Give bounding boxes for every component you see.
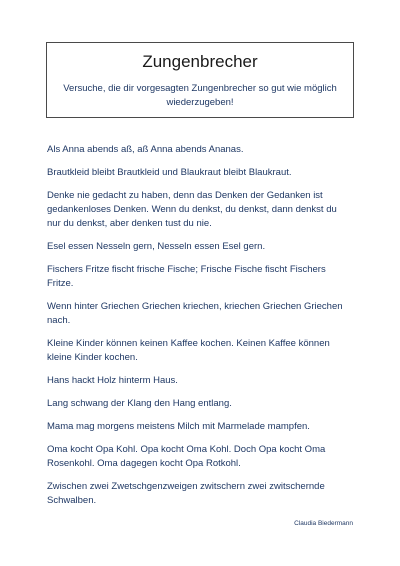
- tongue-twister-item: Oma kocht Opa Kohl. Opa kocht Oma Kohl. Doch Opa kocht Oma Rosenkohl. Oma dagegen kocht Opa Rotkohl.: [47, 444, 326, 469]
- author-credit: Claudia Biedermann: [294, 520, 353, 527]
- tongue-twister-item: Kleine Kinder können keinen Kaffee kochen. Keinen Kaffee können kleine Kinder kochen.: [47, 338, 330, 363]
- tongue-twister-list: [47, 143, 352, 517]
- tongue-twister-item: Zwischen zwei Zwetschgenzweigen zwitschern zwei zwitschernde Schwalben.: [47, 481, 325, 506]
- title-box: [46, 42, 354, 118]
- tongue-twister-item: Esel essen Nesseln gern, Nesseln essen Esel gern.: [47, 241, 266, 252]
- tongue-twister-item: Hans hackt Holz hinterm Haus.: [47, 375, 178, 386]
- tongue-twister-item: Mama mag morgens meistens Milch mit Marmelade mampfen.: [47, 421, 310, 432]
- page-title: Zungenbrecher: [142, 52, 258, 71]
- tongue-twister-item: Fischers Fritze fischt frische Fische; Frische Fische fischt Fischers Fritze.: [47, 264, 326, 289]
- instruction-text: Versuche, die dir vorgesagten Zungenbrecher so gut wie möglich wiederzugeben!: [63, 83, 337, 108]
- tongue-twister-item: Brautkleid bleibt Brautkleid und Blaukraut bleibt Blaukraut.: [47, 167, 292, 178]
- tongue-twister-item: Als Anna abends aß, aß Anna abends Ananas.: [47, 144, 244, 155]
- tongue-twister-item: Wenn hinter Griechen Griechen kriechen, kriechen Griechen Griechen nach.: [47, 301, 343, 326]
- tongue-twister-item: Lang schwang der Klang den Hang entlang.: [47, 398, 232, 409]
- tongue-twister-item: Denke nie gedacht zu haben, denn das Denken der Gedanken ist gedankenloses Denken. Wenn du denkst, du denkst, dann denkst du nur du denkst, aber denken tust du nie.: [47, 190, 337, 229]
